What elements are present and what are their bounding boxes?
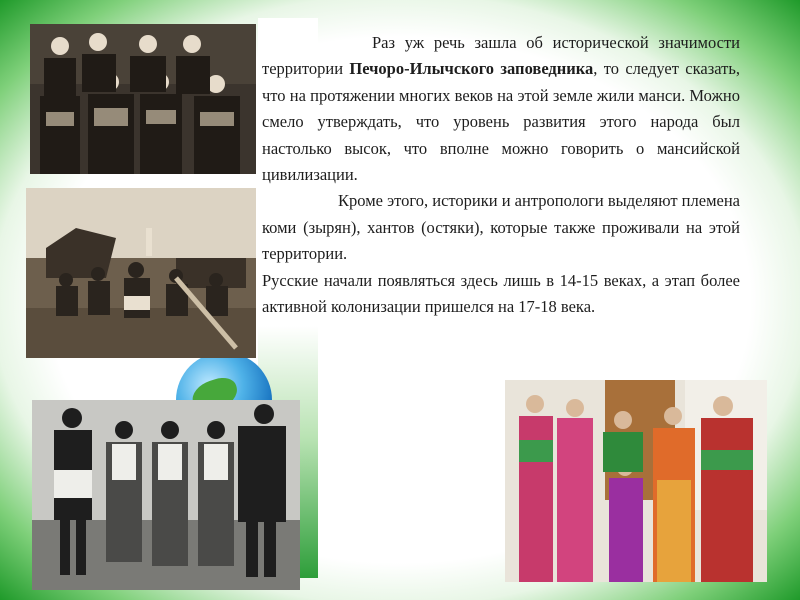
costumed-women-photo xyxy=(505,380,767,582)
group-portrait-photo xyxy=(30,24,256,174)
camp-people-photo xyxy=(26,188,256,358)
paragraph-2: Кроме этого, историки и антропологи выделяют племена коми (зырян), хантов (остяки), которые также проживали на этой территории. xyxy=(262,191,740,264)
paragraph-3: Русские начали появляться здесь лишь в 14-15 веках, а этап более активной колонизации пришелся на 17-18 века. xyxy=(262,270,740,317)
paragraph-1 xyxy=(262,30,740,188)
standing-group-photo xyxy=(32,400,300,590)
reserve-name: Печоро-Илычского заповедника xyxy=(349,59,594,79)
paragraph-1-before: Раз уж речь зашла об исторической значимости территории xyxy=(262,33,740,79)
body-text xyxy=(262,30,740,320)
paragraph-1-after: , то следует сказать, что на протяжении многих веков на этой земле жили манси. Можно смело утверждать, что уровень развития этого народа был настолько высок, что вполне можно говорить о мансийской цивилизации. xyxy=(262,59,740,185)
